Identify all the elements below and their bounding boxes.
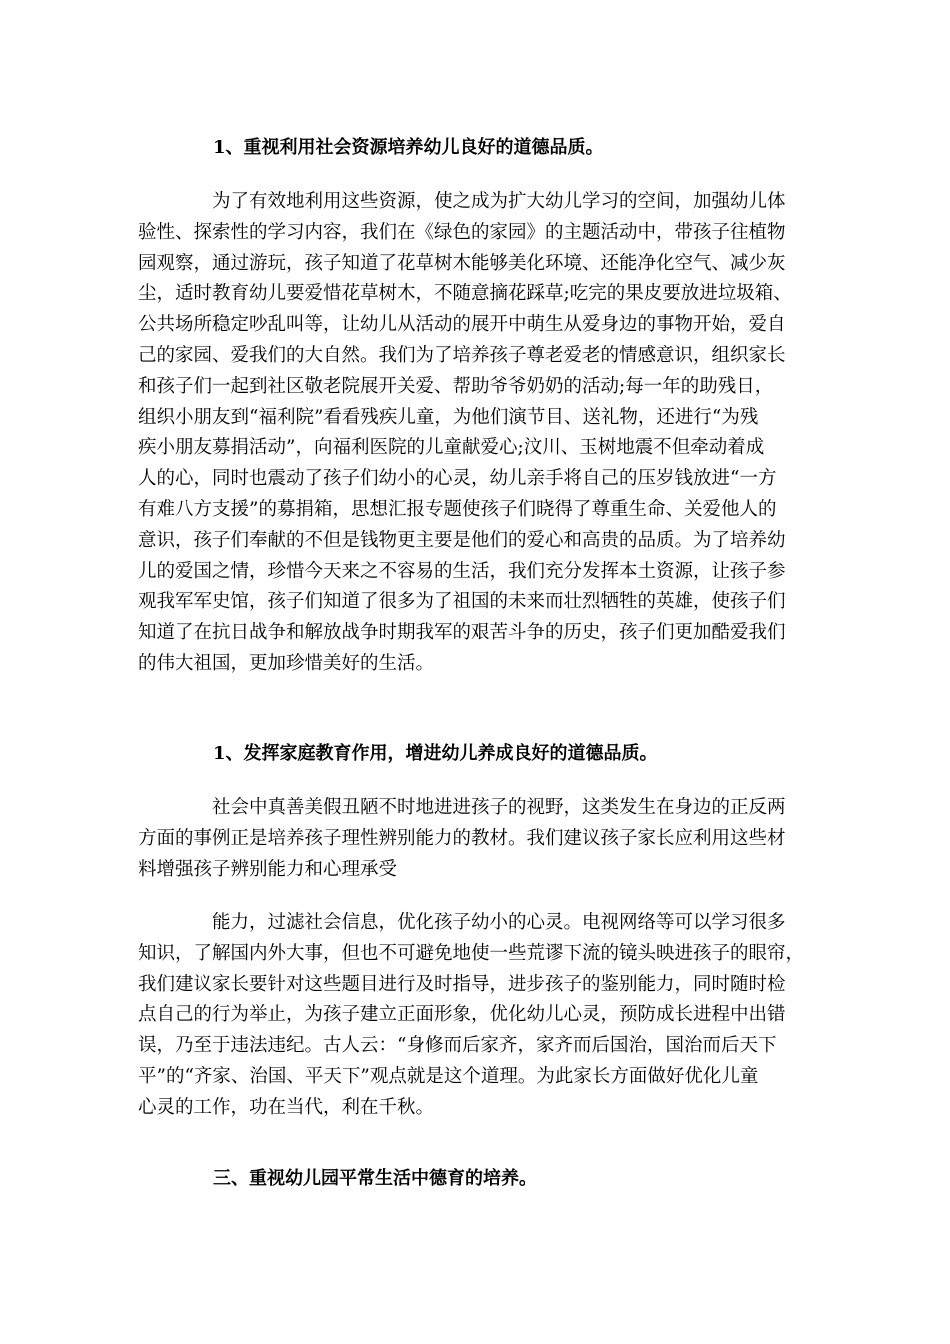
section1-paragraph (138, 187, 818, 680)
paragraph-line: 知识，了解国内外大事，但也不可避免地使一些荒谬下流的镜头映进孩子的眼帘， (138, 942, 805, 964)
paragraph-line: 人的心，同时也震动了孩子们幼小的心灵，幼儿亲手将自己的压岁钱放进“一方 (138, 468, 777, 490)
paragraph-line: 组织小朋友到“福利院”看看残疾儿童，为他们演节目、送礼物，还进行“为残 (138, 406, 759, 428)
paragraph-line: 的伟大祖国，更加珍惜美好的生活。 (138, 652, 435, 674)
paragraph-line: 为了有效地利用这些资源，使之成为扩大幼儿学习的空间，加强幼儿体 (212, 191, 786, 212)
paragraph-line: 心灵的工作，功在当代，利在千秋。 (138, 1096, 435, 1118)
paragraph-line: 验性、探索性的学习内容，我们在《绿色的家园》的主题活动中，带孩子往植物 (138, 221, 786, 243)
paragraph-line: 尘，适时教育幼儿要爱惜花草树木，不随意摘花踩草;吃完的果皮要放进垃圾箱、 (138, 283, 792, 305)
paragraph-line: 公共场所稳定吵乱叫等，让幼儿从活动的展开中萌生从爱身边的事物开始，爱自 (138, 314, 786, 336)
section3-heading: 三、重视幼儿园平常生活中德育的培养。 (213, 1168, 537, 1189)
section1-heading: 1、重视利用社会资源培养幼儿良好的道德品质。 (213, 137, 604, 158)
paragraph-line: 和孩子们一起到社区敬老院展开关爱、帮助爷爷奶奶的活动;每一年的助残日， (138, 375, 774, 397)
paragraph-line: 意识，孩子们奉献的不但是钱物更主要是他们的爱心和高贵的品质。为了培养幼 (138, 529, 786, 551)
section2-paragraph-b (138, 908, 818, 1124)
paragraph-line: 疾小朋友募捐活动”，向福利医院的儿童献爱心;汶川、玉树地震不但牵动着成 (138, 437, 765, 459)
paragraph-line: 平”的“齐家、治国、平天下”观点就是这个道理。为此家长方面做好优化儿童 (138, 1065, 759, 1087)
paragraph-line: 有难八方支援”的募捐箱，思想汇报专题使孩子们晓得了尊重生命、关爱他人的 (138, 498, 777, 520)
section2-heading: 1、发挥家庭教育作用，增进幼儿养成良好的道德品质。 (213, 743, 658, 764)
paragraph-line: 观我军军史馆，孩子们知道了很多为了祖国的未来而壮烈牺牲的英雄，使孩子们 (138, 591, 786, 613)
paragraph-line: 误，乃至于违法违纪。古人云：“身修而后家齐，家齐而后国治，国治而后天下 (138, 1035, 777, 1057)
paragraph-line: 儿的爱国之情，珍惜今天来之不容易的生活，我们充分发挥本土资源，让孩子参 (138, 560, 786, 582)
paragraph-line: 园观察，通过游玩，孩子知道了花草树木能够美化环境、还能净化空气、减少灰 (138, 252, 786, 274)
paragraph-line: 料增强孩子辨别能力和心理承受 (138, 858, 398, 880)
paragraph-line: 方面的事例正是培养孩子理性辨别能力的教材。我们建议孩子家长应利用这些材 (138, 827, 786, 849)
paragraph-line: 点自己的行为举止，为孩子建立正面形象，优化幼儿心灵，预防成长进程中出错 (138, 1004, 786, 1026)
section2-paragraph-a (138, 793, 818, 885)
paragraph-line: 己的家园、爱我们的大自然。我们为了培养孩子尊老爱老的情感意识，组织家长 (138, 344, 786, 366)
paragraph-line: 社会中真善美假丑陋不时地进进孩子的视野，这类发生在身边的正反两 (212, 797, 786, 818)
paragraph-line: 我们建议家长要针对这些题目进行及时指导，进步孩子的鉴别能力，同时随时检 (138, 973, 786, 995)
paragraph-line: 知道了在抗日战争和解放战争时期我军的艰苦斗争的历史，孩子们更加酷爱我们 (138, 622, 786, 644)
paragraph-line: 能力，过滤社会信息，优化孩子幼小的心灵。电视网络等可以学习很多 (212, 912, 786, 933)
